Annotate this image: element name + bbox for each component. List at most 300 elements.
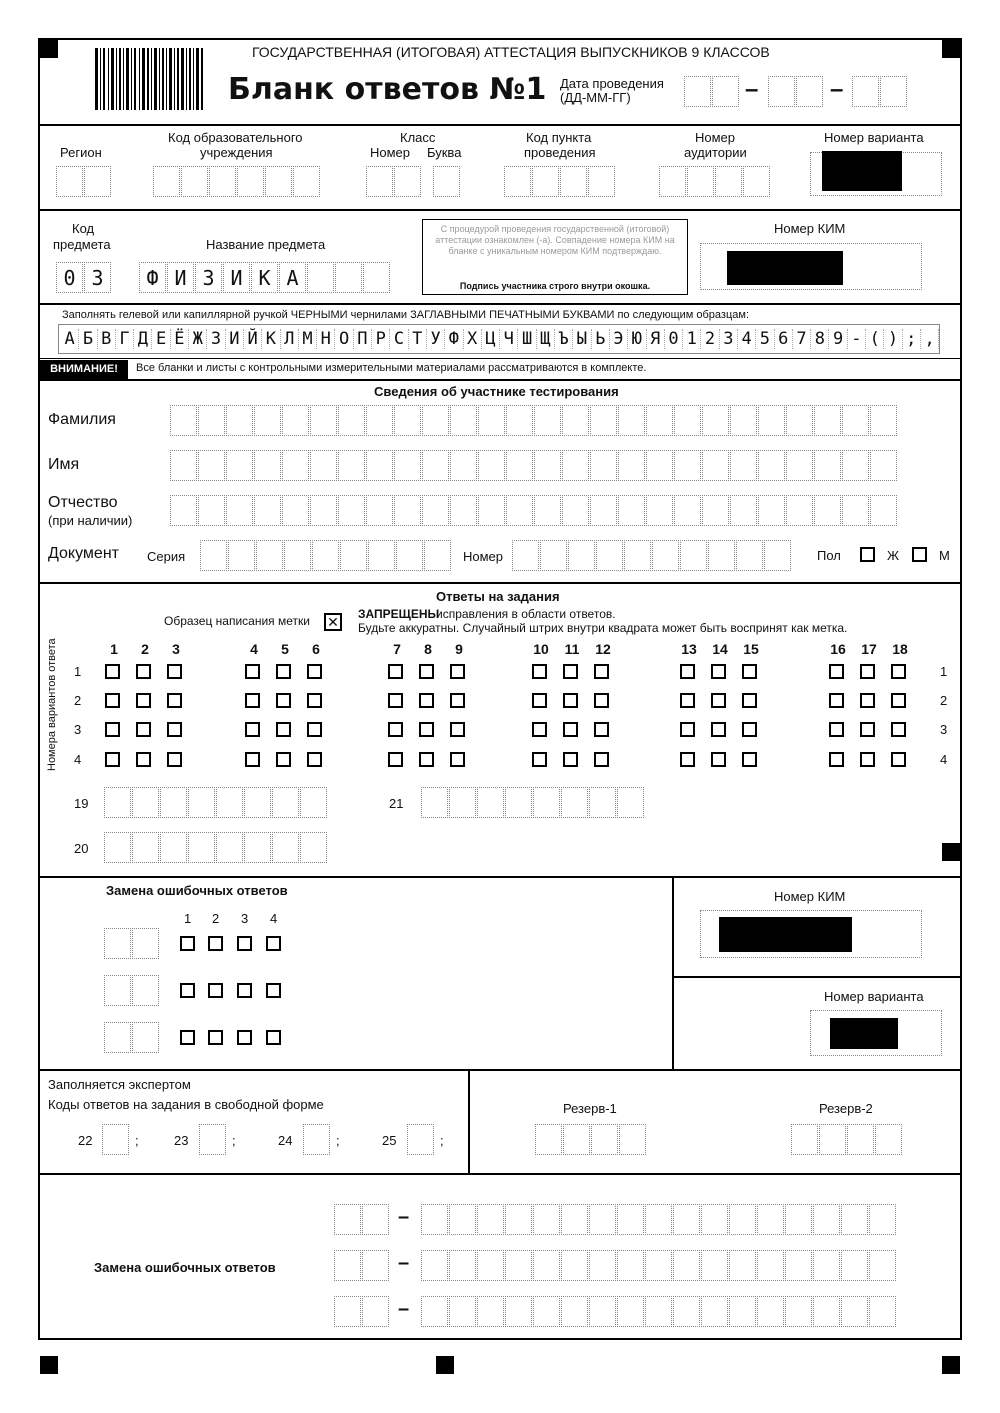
sample-char: Е [152,329,170,349]
input-cell[interactable] [244,787,271,818]
answer-checkbox[interactable] [167,693,182,708]
input-cell[interactable] [708,540,735,571]
input-cell[interactable] [764,540,791,571]
replace-checkbox[interactable] [237,936,252,951]
sample-char: П [354,329,372,349]
bottom-answer-field[interactable] [421,1296,897,1327]
sample-char: У [427,329,445,349]
input-cell[interactable] [477,787,504,818]
input-cell[interactable] [590,405,617,436]
answer-checkbox[interactable] [450,664,465,679]
answer-checkbox[interactable] [563,722,578,737]
input-cell[interactable] [730,405,757,436]
answer-checkbox[interactable] [594,722,609,737]
replace-question-field[interactable] [104,928,160,959]
answer-checkbox[interactable] [136,693,151,708]
answer-checkbox[interactable] [860,722,875,737]
sample-char: Ы [573,329,591,349]
replace-checkbox[interactable] [180,936,195,951]
answer-checkbox[interactable] [711,722,726,737]
input-cell[interactable] [619,1124,646,1155]
date-day-field[interactable] [684,76,740,107]
answer-checkbox[interactable] [167,752,182,767]
input-cell[interactable] [617,787,644,818]
input-cell[interactable] [228,540,255,571]
answer-checkbox[interactable] [105,752,120,767]
input-cell[interactable] [758,495,785,526]
input-cell[interactable] [758,450,785,481]
input-cell[interactable] [730,450,757,481]
input-cell[interactable] [847,1124,874,1155]
input-cell[interactable] [562,450,589,481]
answer-checkbox[interactable] [307,693,322,708]
gender-male-checkbox[interactable] [912,547,927,562]
bottom-answer-field[interactable] [421,1204,897,1235]
input-cell[interactable] [646,495,673,526]
answer-checkbox[interactable] [742,664,757,679]
input-cell[interactable] [562,405,589,436]
answer-checkbox[interactable] [307,752,322,767]
forbidden-text: исправления в области ответов. [436,607,616,621]
answer-checkbox[interactable] [532,693,547,708]
input-cell[interactable] [814,405,841,436]
input-cell[interactable] [366,405,393,436]
answer-checkbox[interactable] [419,722,434,737]
input-cell[interactable] [366,495,393,526]
input-cell[interactable] [272,787,299,818]
answer-checkbox[interactable] [829,722,844,737]
input-cell[interactable] [450,405,477,436]
replace-checkbox[interactable] [208,983,223,998]
fill-instructions: Заполнять гелевой или капиллярной ручкой ЧЕРНЫМИ чернилами ЗАГЛАВНЫМИ ПЕЧАТНЫМИ БУКВАМИ по следующим образцам: [62,309,749,321]
input-cell[interactable] [394,495,421,526]
answer-checkbox[interactable] [450,752,465,767]
input-cell[interactable] [198,450,225,481]
input-cell[interactable] [422,495,449,526]
answer-column-label: 4 [250,641,258,657]
input-cell[interactable] [786,495,813,526]
reserve1-field[interactable] [535,1124,647,1155]
input-cell[interactable] [104,832,131,863]
answer-checkbox[interactable] [742,752,757,767]
input-cell[interactable] [870,405,897,436]
point-code-field[interactable] [504,166,616,197]
answer-checkbox[interactable] [167,664,182,679]
answer-checkbox[interactable] [532,664,547,679]
input-cell[interactable] [244,832,271,863]
input-cell[interactable] [702,450,729,481]
answer-column-label: 10 [533,641,549,657]
input-cell[interactable] [814,495,841,526]
input-cell[interactable] [646,450,673,481]
sample-char: 6 [775,329,793,349]
org-code-label-2: учреждения [200,145,273,160]
answer-checkbox[interactable] [829,693,844,708]
subject-name-field[interactable]: Ф И З И К А [139,262,391,293]
q21-label: 21 [389,796,404,811]
replace-checkbox[interactable] [208,936,223,951]
input-cell[interactable] [702,495,729,526]
input-cell[interactable] [450,495,477,526]
input-cell[interactable] [505,787,532,818]
answer-column-label: 11 [564,641,580,657]
input-cell[interactable] [188,787,215,818]
input-cell[interactable] [589,787,616,818]
answer-checkbox[interactable] [860,693,875,708]
input-cell[interactable] [819,1124,846,1155]
class-letter-field[interactable] [433,166,461,197]
replace-question-field[interactable] [104,975,160,1006]
input-cell[interactable] [338,495,365,526]
input-cell[interactable] [422,450,449,481]
sample-char: Ь [592,329,610,349]
input-cell[interactable] [533,787,560,818]
answer-checkbox[interactable] [307,664,322,679]
replace-checkbox[interactable] [266,936,281,951]
class-label: Класс [400,130,436,145]
replace-column-label: 2 [212,911,220,926]
signature-box[interactable] [422,219,688,295]
answer-variants-side-label: Номера вариантов ответа [46,638,58,771]
input-cell[interactable] [200,540,227,571]
input-cell[interactable] [368,540,395,571]
sample-char: Б [79,329,97,349]
answer-checkbox[interactable] [388,752,403,767]
sample-char: 2 [701,329,719,349]
input-cell[interactable] [534,450,561,481]
answer-checkbox[interactable] [419,752,434,767]
sample-char: С [390,329,408,349]
input-cell[interactable] [590,450,617,481]
answer-checkbox[interactable] [563,664,578,679]
room-field[interactable] [659,166,771,197]
input-cell[interactable] [786,450,813,481]
input-cell[interactable] [535,1124,562,1155]
answer-checkbox[interactable] [388,722,403,737]
input-cell[interactable] [680,540,707,571]
answer-checkbox[interactable] [891,664,906,679]
input-cell[interactable] [875,1124,902,1155]
room-label-1: Номер [695,130,736,145]
surname-field[interactable] [170,405,898,436]
input-cell[interactable] [506,405,533,436]
input-cell[interactable] [596,540,623,571]
input-cell[interactable] [170,450,197,481]
input-cell[interactable] [396,540,423,571]
input-cell[interactable] [674,450,701,481]
answer-checkbox[interactable] [711,752,726,767]
q21-field[interactable] [421,787,645,818]
input-cell[interactable] [534,405,561,436]
answer-checkbox[interactable] [388,693,403,708]
answer-checkbox[interactable] [245,693,260,708]
answer-checkbox[interactable] [245,752,260,767]
input-cell[interactable] [702,405,729,436]
input-cell[interactable] [226,450,253,481]
input-cell[interactable] [422,405,449,436]
input-cell[interactable] [674,405,701,436]
input-cell[interactable] [282,495,309,526]
input-cell[interactable] [540,540,567,571]
input-cell[interactable] [646,405,673,436]
answer-checkbox[interactable] [276,664,291,679]
sample-char: Ф [445,329,463,349]
patronymic-label: Отчество [48,494,118,511]
date-month-field[interactable] [768,76,824,107]
input-cell[interactable] [590,495,617,526]
input-cell[interactable] [478,450,505,481]
replace-column-label: 3 [241,911,249,926]
input-cell[interactable] [170,495,197,526]
input-cell[interactable] [272,832,299,863]
answer-checkbox[interactable] [136,722,151,737]
warning-label: ВНИМАНИЕ! [40,360,128,379]
date-year-field[interactable] [852,76,908,107]
input-cell[interactable] [160,787,187,818]
input-cell[interactable] [256,540,283,571]
input-cell[interactable] [730,495,757,526]
sample-char: Г [116,329,134,349]
input-cell[interactable] [842,450,869,481]
input-cell[interactable] [282,450,309,481]
replace-checkbox[interactable] [266,983,281,998]
answer-column-label: 14 [712,641,728,657]
input-cell[interactable] [338,450,365,481]
gender-female-checkbox[interactable] [860,547,875,562]
answer-checkbox[interactable] [276,752,291,767]
answer-checkbox[interactable] [105,664,120,679]
answer-checkbox[interactable] [680,664,695,679]
bottom-answer-field[interactable] [421,1250,897,1281]
answer-column-label: 12 [595,641,611,657]
name-field[interactable] [170,450,898,481]
input-cell[interactable] [188,832,215,863]
answer-checkbox[interactable] [594,693,609,708]
answer-checkbox[interactable] [891,722,906,737]
region-field[interactable] [56,166,112,197]
answer-row-label-right: 3 [940,722,948,737]
input-cell[interactable] [561,787,588,818]
input-cell[interactable] [534,495,561,526]
answer-checkbox[interactable] [105,722,120,737]
org-code-field[interactable] [153,166,321,197]
document-number-field[interactable] [512,540,792,571]
input-cell[interactable] [312,540,339,571]
patronymic-field[interactable] [170,495,898,526]
input-cell[interactable] [338,405,365,436]
input-cell[interactable] [132,832,159,863]
input-cell[interactable] [226,405,253,436]
input-cell[interactable] [216,832,243,863]
input-cell[interactable] [568,540,595,571]
input-cell[interactable] [394,405,421,436]
input-cell[interactable] [254,405,281,436]
input-cell[interactable] [512,540,539,571]
input-cell[interactable] [562,495,589,526]
point-code-label-1: Код пункта [526,130,592,145]
input-cell[interactable] [842,405,869,436]
input-cell[interactable] [198,495,225,526]
input-cell[interactable] [618,450,645,481]
replace-checkbox[interactable] [180,1030,195,1045]
answer-checkbox[interactable] [563,752,578,767]
input-cell[interactable] [674,495,701,526]
input-cell[interactable] [300,832,327,863]
input-cell[interactable] [478,495,505,526]
input-cell[interactable] [170,405,197,436]
answer-checkbox[interactable] [307,722,322,737]
input-cell[interactable] [300,787,327,818]
input-cell[interactable] [132,787,159,818]
input-cell[interactable] [506,450,533,481]
date-dash-1: – [745,76,759,103]
bottom-replace-title: Замена ошибочных ответов [94,1260,276,1275]
answer-checkbox[interactable] [245,664,260,679]
input-cell[interactable] [160,832,187,863]
class-number-label: Номер [370,145,411,160]
input-cell[interactable] [394,450,421,481]
answer-checkbox[interactable] [711,693,726,708]
corner-marker-bottom-center [436,1356,454,1374]
answer-row-label-left: 3 [74,722,82,737]
input-cell[interactable] [254,495,281,526]
sample-char: Р [372,329,390,349]
sample-char: - [848,329,866,349]
answer-checkbox[interactable] [419,693,434,708]
replace-checkbox[interactable] [266,1030,281,1045]
sample-char: В [98,329,116,349]
input-cell[interactable] [506,495,533,526]
replace-question-field[interactable] [104,1022,160,1053]
input-cell[interactable] [310,450,337,481]
q20-field[interactable] [104,832,328,863]
answer-checkbox[interactable] [450,722,465,737]
expert-code-field[interactable] [303,1124,331,1155]
answer-checkbox[interactable] [742,693,757,708]
bottom-question-field[interactable] [334,1296,390,1327]
signature-consent-text: С процедурой проведения государственной (итоговой) аттестации ознакомлен (-а). Совпадение номера КИМ на бланке с уникальным номером КИМ подтверждаю. [435,224,675,256]
replace-variant-redaction [830,1018,898,1049]
input-cell[interactable] [216,787,243,818]
answer-checkbox[interactable] [276,722,291,737]
subject-code-label-2: предмета [53,237,111,252]
input-cell[interactable] [652,540,679,571]
input-cell[interactable] [758,405,785,436]
answer-checkbox[interactable] [167,722,182,737]
input-cell[interactable] [618,495,645,526]
answer-checkbox[interactable] [419,664,434,679]
kim-redaction [727,251,843,285]
input-cell[interactable] [254,450,281,481]
input-cell[interactable] [478,405,505,436]
answer-checkbox[interactable] [860,752,875,767]
bottom-question-field[interactable] [334,1204,390,1235]
form-title: Бланк ответов №1 [228,72,547,107]
input-cell[interactable] [421,787,448,818]
answer-checkbox[interactable] [680,693,695,708]
input-cell[interactable] [104,787,131,818]
answer-checkbox[interactable] [594,664,609,679]
answer-checkbox[interactable] [891,752,906,767]
input-cell[interactable] [870,495,897,526]
sample-char: Ж [189,329,207,349]
answer-checkbox[interactable] [136,664,151,679]
answer-row-label-left: 4 [74,752,82,767]
answer-checkbox[interactable] [860,664,875,679]
answer-checkbox[interactable] [532,752,547,767]
answer-checkbox[interactable] [563,693,578,708]
replace-checkbox[interactable] [237,1030,252,1045]
input-cell[interactable] [618,405,645,436]
input-cell[interactable] [736,540,763,571]
answer-checkbox[interactable] [680,752,695,767]
input-cell[interactable] [310,495,337,526]
class-number-field[interactable] [366,166,422,197]
answer-checkbox[interactable] [680,722,695,737]
answer-checkbox[interactable] [276,693,291,708]
input-cell[interactable] [814,450,841,481]
bottom-question-field[interactable] [334,1250,390,1281]
input-cell[interactable] [791,1124,818,1155]
input-cell[interactable] [786,405,813,436]
input-cell[interactable] [282,405,309,436]
reserve2-field[interactable] [791,1124,903,1155]
input-cell[interactable] [563,1124,590,1155]
expert-code-field[interactable] [199,1124,227,1155]
answer-row-label-right: 2 [940,693,948,708]
input-cell[interactable] [310,405,337,436]
expert-code-field[interactable] [407,1124,435,1155]
answer-checkbox[interactable] [594,752,609,767]
input-cell[interactable] [842,495,869,526]
answer-checkbox[interactable] [829,752,844,767]
expert-title: Заполняется экспертом [48,1077,191,1092]
input-cell[interactable] [424,540,451,571]
point-code-label-2: проведения [524,145,596,160]
answer-checkbox[interactable] [450,693,465,708]
answer-checkbox[interactable] [742,722,757,737]
answer-checkbox[interactable] [711,664,726,679]
replace-checkbox[interactable] [180,983,195,998]
q19-field[interactable] [104,787,328,818]
answer-checkbox[interactable] [245,722,260,737]
input-cell[interactable] [226,495,253,526]
answer-checkbox[interactable] [829,664,844,679]
document-series-field[interactable] [200,540,452,571]
input-cell[interactable] [340,540,367,571]
input-cell[interactable] [870,450,897,481]
replace-checkbox[interactable] [237,983,252,998]
input-cell[interactable] [450,450,477,481]
region-label: Регион [60,145,102,160]
input-cell[interactable] [284,540,311,571]
answer-checkbox[interactable] [532,722,547,737]
answer-checkbox[interactable] [136,752,151,767]
sample-char: ( [866,329,884,349]
input-cell[interactable] [449,787,476,818]
subject-code-field[interactable]: 0 3 [56,262,112,293]
input-cell[interactable] [624,540,651,571]
sample-char: ) [884,329,902,349]
answer-checkbox[interactable] [891,693,906,708]
input-cell[interactable] [366,450,393,481]
answer-checkbox[interactable] [388,664,403,679]
replace-checkbox[interactable] [208,1030,223,1045]
input-cell[interactable] [198,405,225,436]
answer-checkbox[interactable] [105,693,120,708]
expert-code-field[interactable] [102,1124,130,1155]
input-cell[interactable] [591,1124,618,1155]
